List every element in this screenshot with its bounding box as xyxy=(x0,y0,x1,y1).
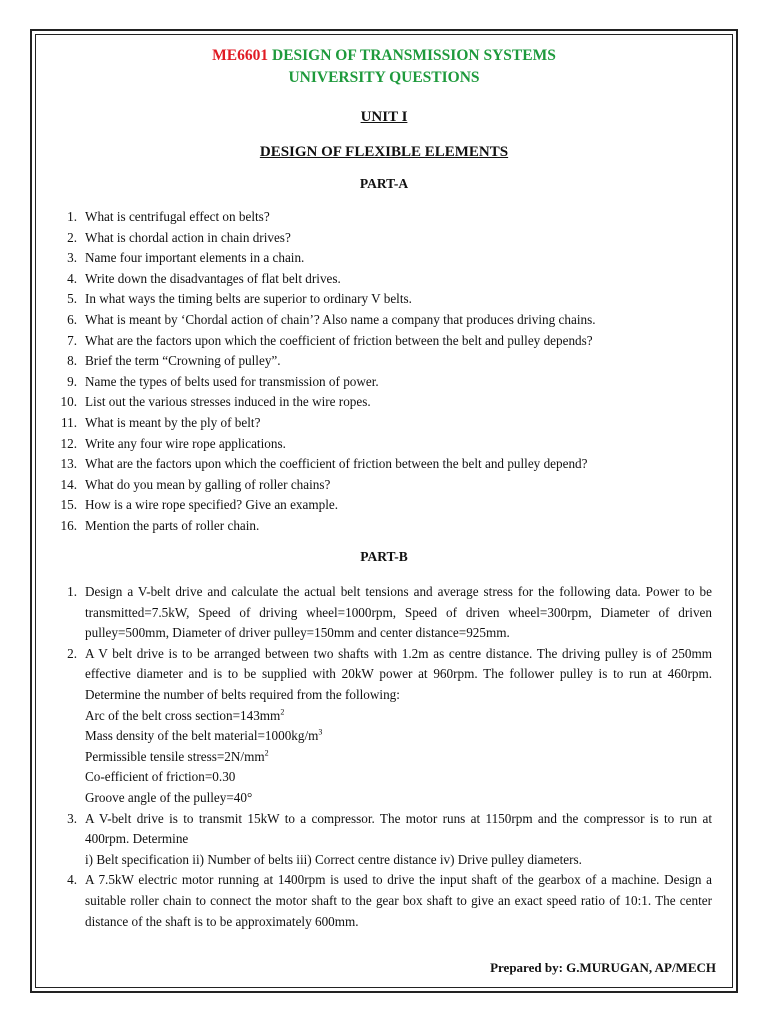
list-item: 10. List out the various stresses induced in the wire ropes. xyxy=(60,394,371,410)
list-item: 14. What do you mean by galling of roller chains? xyxy=(60,476,331,492)
question-subparts: i) Belt specification ii) Number of belts iii) Correct centre distance iv) Drive pulley diameters. xyxy=(85,851,582,867)
question-text: In what ways the timing belts are superior to ordinary V belts. xyxy=(85,291,412,307)
question-text: What are the factors upon which the coefficient of friction between the belt and pulley depends? xyxy=(85,332,593,348)
list-item: 9. Name the types of belts used for transmission of power. xyxy=(67,373,379,389)
given-data-line: Permissible tensile $stress=2N/mm^2$ xyxy=(85,748,269,764)
list-item: 3. Name four important elements in a chain. xyxy=(67,250,305,266)
list-item: 5. In what ways the timing belts are superior to ordinary V belts. xyxy=(67,291,412,307)
list-item: 6. What is meant by ‘Chordal action of chain’? Also name a company that produces driving chains. xyxy=(67,311,596,327)
question-text: A 7.5kW electric motor running at 1400rpm is used to drive the input shaft of the gearbox of a machine. Design a suitable roller chain to connect the motor shaft to the gear box shaft to give an exact speed ratio of 10:1. The center distance of the shaft is to be approximately 600mm. xyxy=(85,872,712,929)
question-text: What is meant by ‘Chordal action of chain’? Also name a company that produces driving chains. xyxy=(85,311,596,327)
question-text: Name the types of belts used for transmission of power. xyxy=(85,373,379,389)
list-item: 2. A V belt drive is to be arranged between two shafts with 1.2m as centre distance. The driving pulley is of 250mm effective diameter and is to be supplied with 20kW power at 960rpm. The follower pulley is to run at 460rpm. Determine the number of belts required from the following: Arc of the belt cross $section=143mm^2$ Mass density of the belt $material=1000kg/m^3$ Permissible tensile $stress=2N/mm^2$ Co-efficient of friction=0.30 Groove angle of the pulley=40° xyxy=(57,644,712,809)
question-text: Write any four wire rope applications. xyxy=(85,435,286,451)
prepared-by: Prepared by: G.MURUGAN, AP/MECH xyxy=(490,960,716,975)
document-title xyxy=(0,47,768,65)
given-data-line: Mass density of the belt $material=1000kg/m^3$ xyxy=(85,727,323,744)
question-text: Name four important elements in a chain. xyxy=(85,250,305,266)
list-item: 4. Write down the disadvantages of flat belt drives. xyxy=(67,270,341,286)
list-item: 2. What is chordal action in chain drives? xyxy=(67,229,291,245)
question-text: Brief the term “Crowning of pulley”. xyxy=(85,353,281,369)
list-item: 4. A 7.5kW electric motor running at 1400rpm is used to drive the input shaft of the gearbox of a machine. Design a suitable roller chain to connect the motor shaft to the gear box shaft to give an exact speed ratio of 10:1. The center distance of the shaft is to be approximately 600mm. xyxy=(67,872,712,929)
question-text: What is centrifugal effect on belts? xyxy=(85,209,270,224)
list-item: 15. How is a wire rope specified? Give an example. xyxy=(60,497,339,513)
unit-heading: UNIT I xyxy=(360,109,408,125)
list-item: 13. What are the factors upon which the coefficient of friction between the belt and pulley depend? xyxy=(60,456,588,472)
part-a-question-list xyxy=(57,207,717,537)
question-text: What is meant by the ply of belt? xyxy=(85,414,261,430)
list-item: 1. Design a V-belt drive and calculate the actual belt tensions and average stress for the following data. Power to be transmitted=7.5kW, Speed of driving wheel=1000rpm, Speed of driven wheel=300rpm, Diameter of driven pulley=500mm, Diameter of driver pulley=150mm and center distance=925mm. xyxy=(67,584,712,641)
list-item: 3. A V-belt drive is to transmit 15kW to a compressor. The motor runs at 1150rpm and the compressor is to run at 400rpm. Determine i) Belt specification ii) Number of belts iii) Correct centre distance iv) Drive pulley diameters. xyxy=(57,809,712,871)
question-text: List out the various stresses induced in the wire ropes. xyxy=(85,394,371,410)
list-item: 12. Write any four wire rope applications. xyxy=(60,435,286,451)
question-text: What do you mean by galling of roller chains? xyxy=(85,476,331,492)
question-text: A V-belt drive is to transmit 15kW to a compressor. The motor runs at 1150rpm and the compressor is to run at 400rpm. Determine xyxy=(85,810,712,847)
document-subtitle: UNIVERSITY QUESTIONS xyxy=(288,69,480,86)
given-data-line: Co-efficient of friction=0.30 xyxy=(85,769,236,785)
part-b-question-list xyxy=(57,582,712,932)
course-title: DESIGN OF TRANSMISSION SYSTEMS xyxy=(272,47,556,64)
question-text: Mention the parts of roller chain. xyxy=(85,517,260,533)
part-b-heading: PART-B xyxy=(360,549,408,564)
question-text: What is chordal action in chain drives? xyxy=(85,229,291,245)
unit-title: DESIGN OF FLEXIBLE ELEMENTS xyxy=(259,144,509,160)
list-item: 1. What is centrifugal effect on belts? xyxy=(67,209,270,224)
question-text: Design a V-belt drive and calculate the actual belt tensions and average stress for the following data. Power to be transmitted=7.5kW, Speed of driving wheel=1000rpm, Speed of driven wheel=300rpm, Diameter of driven pulley=500mm, Diameter of driver pulley=150mm and center distance=925mm. xyxy=(85,584,712,641)
given-data-line: Arc of the belt cross $section=143mm^2$ xyxy=(85,707,285,723)
part-a-heading: PART-A xyxy=(359,176,409,191)
list-item: 7. What are the factors upon which the coefficient of friction between the belt and pulley depends? xyxy=(67,332,593,348)
course-code: ME6601 xyxy=(212,47,269,64)
question-text: What are the factors upon which the coefficient of friction between the belt and pulley depend? xyxy=(85,456,588,472)
list-item: 8. Brief the term “Crowning of pulley”. xyxy=(67,353,281,369)
list-item: 16. Mention the parts of roller chain. xyxy=(60,517,260,533)
question-text: Write down the disadvantages of flat belt drives. xyxy=(85,270,341,286)
given-data-line: Groove angle of the pulley=40° xyxy=(85,789,253,805)
question-text: A V belt drive is to be arranged between two shafts with 1.2m as centre distance. The driving pulley is of 250mm effective diameter and is to be supplied with 20kW power at 960rpm. The follower pulley is to run at 460rpm. Determine the number of belts required from the following: xyxy=(85,645,712,702)
list-item: 11. What is meant by the ply of belt? xyxy=(61,414,261,430)
question-text: How is a wire rope specified? Give an example. xyxy=(85,497,339,513)
